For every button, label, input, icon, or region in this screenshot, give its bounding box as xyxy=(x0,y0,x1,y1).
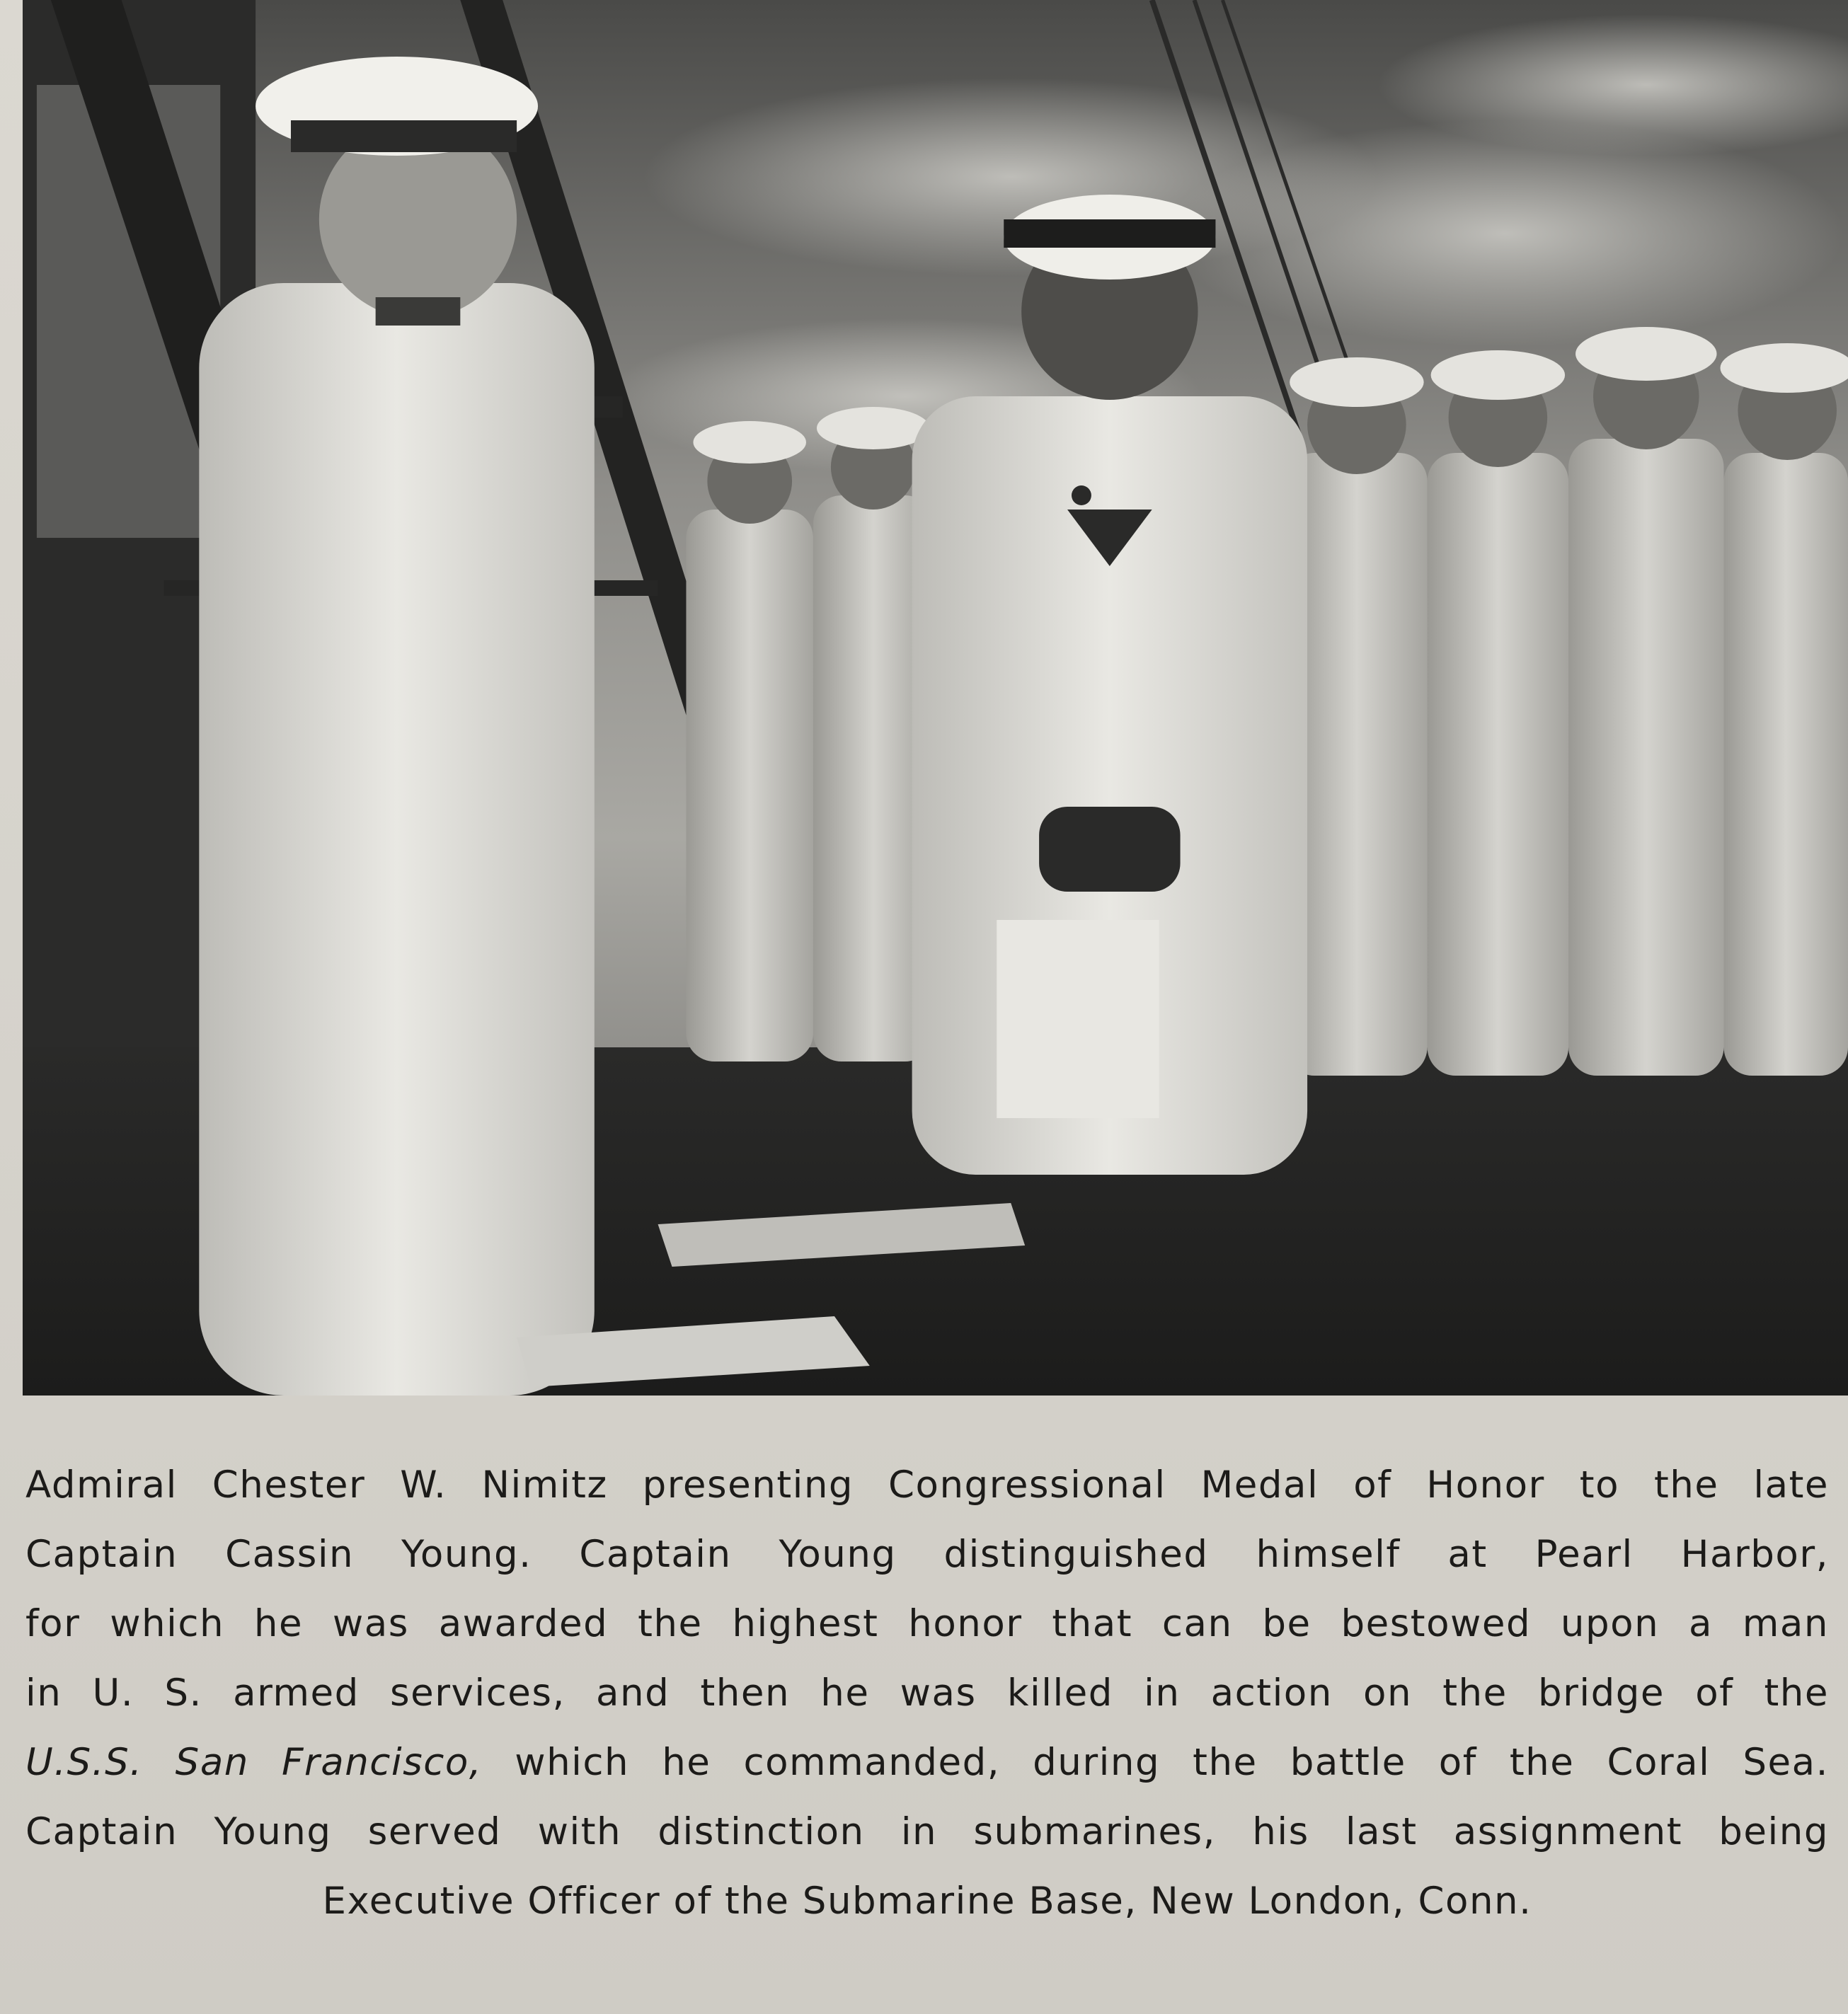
caption-line-6: Captain Young served with distinction in submarines, his last assignment being xyxy=(25,1810,1829,1853)
photo-illustration xyxy=(23,0,1848,1396)
photo-caption xyxy=(25,1451,1829,1936)
caption-line-2: Captain Cassin Young. Captain Young distinguished himself at Pearl Harbor, xyxy=(25,1533,1829,1576)
ceremony-photo xyxy=(23,0,1848,1396)
caption-line-3: for which he was awarded the highest honor that can be bestowed upon a man xyxy=(25,1602,1829,1645)
caption-line-1: Admiral Chester W. Nimitz presenting Congressional Medal of Honor to the late xyxy=(25,1463,1829,1507)
caption-line-4: in U. S. armed services, and then he was killed in action on the bridge of the xyxy=(25,1671,1829,1715)
caption-line-7: Executive Officer of the Submarine Base, New London, Conn. xyxy=(322,1880,1532,1923)
ship-name: U.S.S. San Francisco, xyxy=(25,1741,483,1784)
caption-line-5 xyxy=(25,1728,1829,1797)
caption-line-5-rest: which he commanded, during the battle of the Coral Sea. xyxy=(482,1741,1829,1784)
